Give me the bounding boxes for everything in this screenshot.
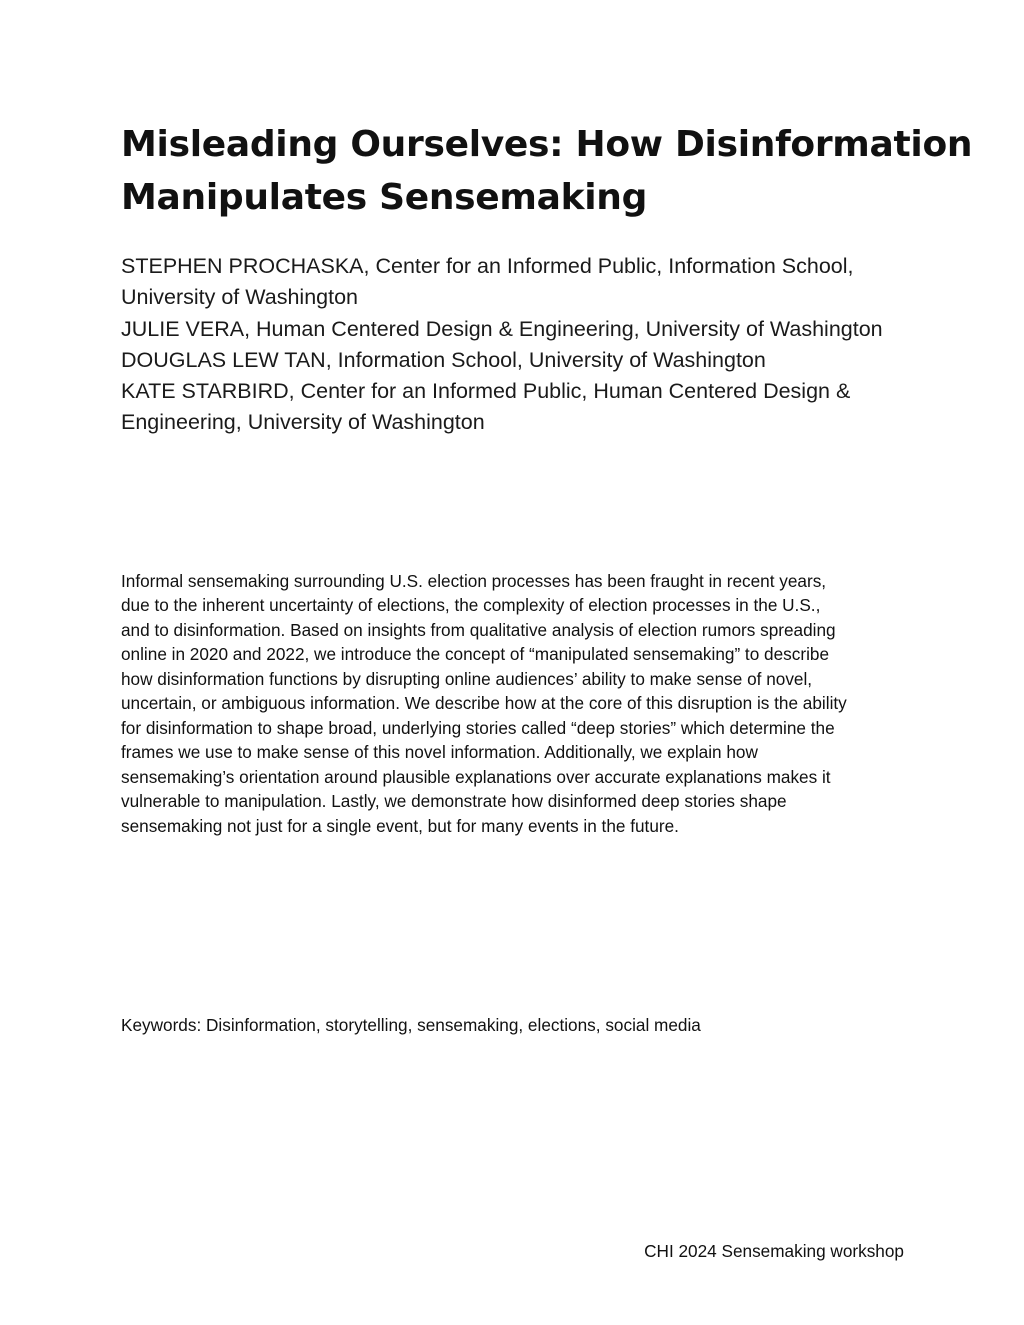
abstract-line: and to disinformation. Based on insights from qualitative analysis of election rumors spreading	[121, 619, 836, 640]
abstract-line: sensemaking not just for a single event, but for many events in the future.	[121, 815, 679, 836]
abstract-line: vulnerable to manipulation. Lastly, we demonstrate how disinformed deep stories shape	[121, 791, 787, 812]
abstract-line: for disinformation to shape broad, underlying stories called “deep stories” which determine the	[121, 717, 835, 738]
title-line-2: Manipulates Sensemaking	[121, 177, 648, 218]
abstract-line: online in 2020 and 2022, we introduce the concept of “manipulated sensemaking” to describe	[121, 644, 830, 665]
author-list	[121, 251, 921, 439]
title-line-1: Misleading Ourselves: How Disinformation	[121, 124, 973, 165]
author-line: JULIE VERA, Human Centered Design & Engineering, University of Washington	[121, 316, 883, 341]
author-line: DOUGLAS LEW TAN, Information School, University of Washington	[121, 347, 766, 372]
author-line: KATE STARBIRD, Center for an Informed Public, Human Centered Design &	[121, 379, 851, 404]
keywords: Keywords: Disinformation, storytelling, sensemaking, elections, social media	[121, 1015, 701, 1035]
footer-venue: CHI 2024 Sensemaking workshop	[644, 1241, 904, 1261]
abstract-line: frames we use to make sense of this novel information. Additionally, we explain how	[121, 742, 758, 763]
author-line: University of Washington	[121, 285, 358, 310]
abstract-line: how disinformation functions by disrupting online audiences’ ability to make sense of novel,	[121, 668, 813, 689]
abstract	[121, 569, 911, 838]
abstract-line: uncertain, or ambiguous information. We describe how at the core of this disruption is the ability	[121, 693, 847, 714]
abstract-line: sensemaking’s orientation around plausible explanations over accurate explanations makes it	[121, 766, 831, 787]
author-line: STEPHEN PROCHASKA, Center for an Informed Public, Information School,	[121, 254, 854, 278]
abstract-line: Informal sensemaking surrounding U.S. election processes has been fraught in recent years,	[121, 571, 827, 591]
abstract-line: due to the inherent uncertainty of elections, the complexity of election processes in the U.S.,	[121, 595, 821, 616]
paper-title	[121, 118, 973, 224]
author-line: Engineering, University of Washington	[121, 410, 485, 435]
